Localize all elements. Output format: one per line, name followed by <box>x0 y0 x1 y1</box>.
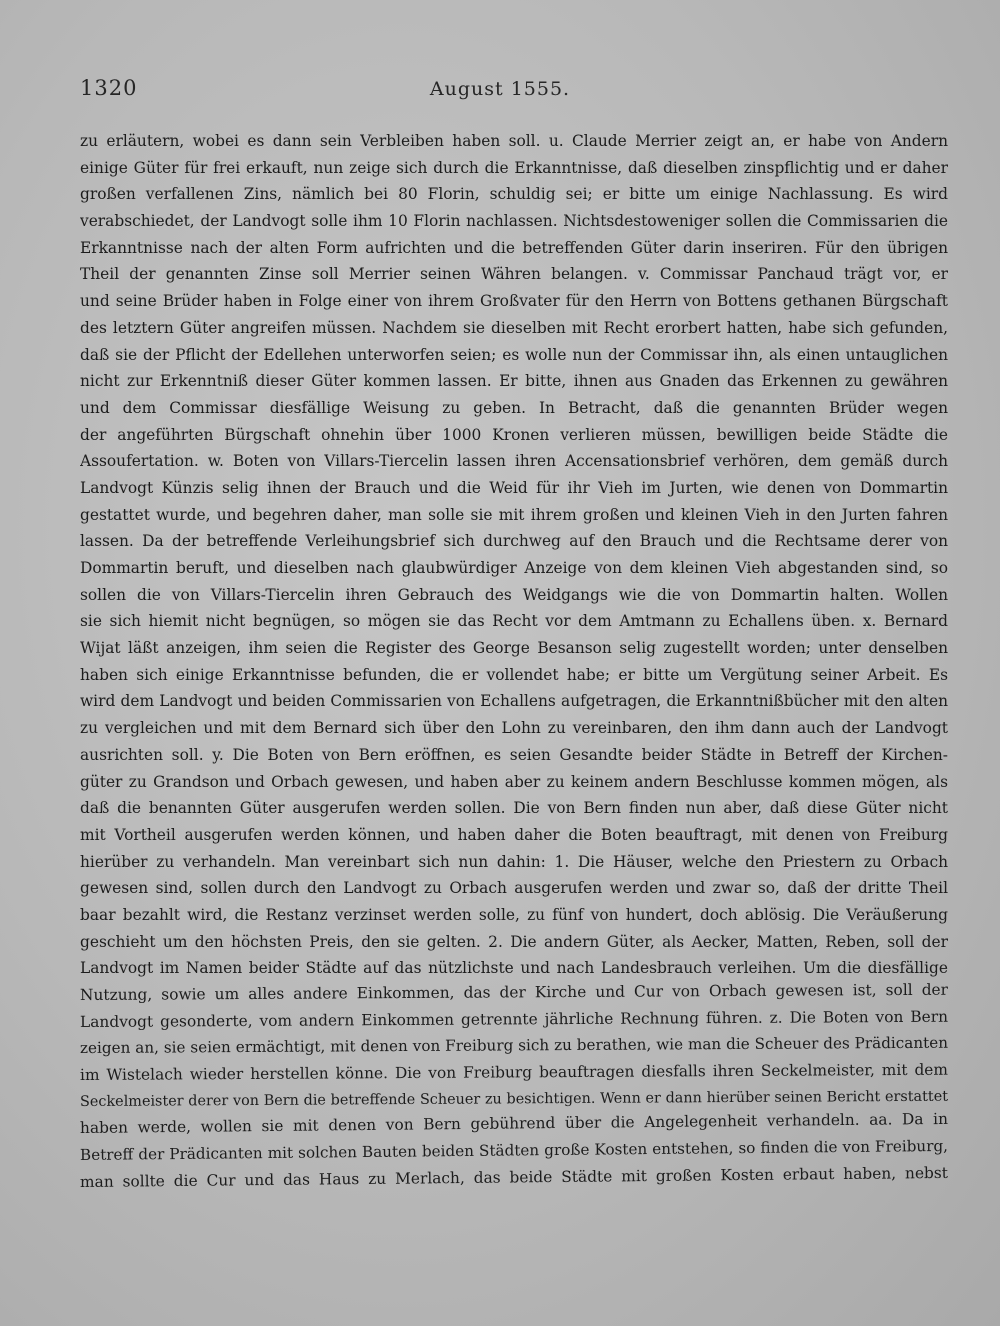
text-line: gewesen sind, sollen durch den Landvogt zu Orbach ausgerufen werden und zwar so, daß der dritte Theil <box>80 879 948 898</box>
text-line: Dommartin beruft, und dieselben nach glaubwürdiger Anzeige von dem kleinen Vieh abgestanden sind, so <box>80 559 948 577</box>
text-line: Erkanntnisse nach der alten Form aufrichten und die betreffenden Güter darin inseriren. Für den übrigen <box>80 238 948 257</box>
text-line: verabschiedet, der Landvogt solle ihm 10 Florin nachlassen. Nichtsdestoweniger sollen die Commissarien die <box>80 212 948 231</box>
text-line: daß sie der Pflicht der Edellehen unterworfen seien; es wolle nun der Commissar ihn, als einen untauglichen <box>80 345 948 364</box>
running-head: August 1555. <box>429 78 571 100</box>
text-line: mit Vortheil ausgerufen werden können, und haben daher die Boten beauftragt, mit denen von Freiburg <box>80 825 948 844</box>
text-line: daß die benannten Güter ausgerufen werden sollen. Die von Bern finden nun aber, daß diese Güter nicht <box>80 799 948 818</box>
text-line: zeigen an, sie seien ermächtigt, mit denen von Freiburg sich zu berathen, wie man die Scheuer des Prädicanten <box>79 1034 949 1058</box>
text-line: haben werde, wollen sie mit denen von Bern gebührend über die Angelegenheit verhandeln. aa. Da in <box>79 1110 949 1138</box>
text-line: im Wistelach wieder herstellen könne. Die von Freiburg beauftragen diesfalls ihren Seckelmeister, mit dem <box>79 1060 949 1085</box>
text-line: Landvogt Künzis selig ihnen der Brauch und die Weid für ihr Vieh im Jurten, wie denen von Dommartin <box>80 478 948 497</box>
text-line: der angeführten Bürgschaft ohnehin über 1000 Kronen verlieren müssen, bewilligen beide Städte die <box>80 425 948 444</box>
text-line: nicht zur Erkenntniß dieser Güter kommen lassen. Er bitte, ihnen aus Gnaden das Erkennen zu gewähren <box>80 372 948 391</box>
text-line: einige Güter für frei erkauft, nun zeige sich durch die Erkanntnisse, daß dieselben zinspflichtig und er daher <box>80 158 948 177</box>
text-line: güter zu Grandson und Orbach gewesen, und haben aber zu keinem andern Beschlusse kommen mögen, als <box>80 772 948 791</box>
text-line: sollen die von Villars-Tiercelin ihren Gebrauch des Weidgangs wie die von Dommartin halten. Wollen <box>80 585 948 604</box>
text-line: zu vergleichen und mit dem Bernard sich über den Lohn zu vereinbaren, den ihm dann auch der Landvogt <box>80 719 948 738</box>
text-line: man sollte die Cur und das Haus zu Merlach, das beide Städte mit großen Kosten erbaut haben, nebst <box>79 1163 949 1191</box>
text-line: und dem Commissar diesfällige Weisung zu geben. In Betracht, daß die genannten Brüder wegen <box>80 398 948 417</box>
text-line: Theil der genannten Zinse soll Merrier seinen Währen belangen. v. Commissar Panchaud trägt vor, er <box>80 265 948 284</box>
text-line: Assoufertation. w. Boten von Villars-Tiercelin lassen ihren Accensationsbrief verhören, dem gemäß durch <box>80 452 948 471</box>
text-line: großen verfallenen Zins, nämlich bei 80 Florin, schuldig sei; er bitte um einige Nachlassung. Es wird <box>80 185 948 204</box>
text-line: hierüber zu verhandeln. Man vereinbart sich nun dahin: 1. Die Häuser, welche den Priestern zu Orbach <box>80 852 948 871</box>
text-line: lassen. Da der betreffende Verleihungsbrief sich durchweg auf den Brauch und die Rechtsame derer von <box>80 532 948 551</box>
text-line: Landvogt gesonderte, vom andern Einkommen getrennte jährliche Rechnung führen. z. Die Boten von Bern <box>79 1007 949 1031</box>
text-line: Seckelmeister derer von Bern die betreffende Scheuer zu besichtigen. Wenn er dann hierüber seinen Bericht erstattet <box>79 1088 949 1110</box>
text-line: geschieht um den höchsten Preis, den sie gelten. 2. Die andern Güter, als Aecker, Matten, Reben, soll der <box>80 932 948 951</box>
text-line: ausrichten soll. y. Die Boten von Bern eröffnen, es seien Gesandte beider Städte in Betreff der Kirchen- <box>80 745 948 764</box>
text-line: sie sich hiemit nicht begnügen, so mögen sie das Recht vor dem Amtmann zu Echallens üben. x. Bernard <box>80 612 948 631</box>
text-line: Wijat läßt anzeigen, ihm seien die Register des George Besanson selig zugestellt worden; unter denselben <box>80 639 948 658</box>
page-number: 1320 <box>80 76 138 100</box>
text-line: des letztern Güter angreifen müssen. Nachdem sie dieselben mit Recht erorbert hatten, habe sich gefunden, <box>80 318 948 337</box>
text-line: Nutzung, sowie um alles andere Einkommen, das der Kirche und Cur von Orbach gewesen ist, soll der <box>79 980 949 1004</box>
text-line: Betreff der Prädicanten mit solchen Bauten beiden Städten große Kosten entstehen, so finden die von Freiburg, <box>79 1137 949 1165</box>
body-text <box>80 128 948 1196</box>
text-line: wird dem Landvogt und beiden Commissarien von Echallens aufgetragen, die Erkanntnißbücher mit den alten <box>80 692 948 711</box>
text-line: Landvogt im Namen beider Städte auf das nützlichste und nach Landesbrauch verleihen. Um die diesfällige <box>80 959 948 978</box>
text-line: baar bezahlt wird, die Restanz verzinset werden solle, zu fünf von hundert, doch ablösig. Die Veräußerung <box>80 905 948 924</box>
text-line: und seine Brüder haben in Folge einer von ihrem Großvater für den Herrn von Bottens gethanen Bürgschaft <box>80 292 948 311</box>
text-line: zu erläutern, wobei es dann sein Verbleiben haben soll. u. Claude Merrier zeigt an, er habe von Andern <box>80 132 948 150</box>
text-line: haben sich einige Erkanntnisse befunden, die er vollendet habe; er bitte um Vergütung seiner Arbeit. Es <box>80 665 948 684</box>
text-line: gestattet wurde, und begehren daher, man solle sie mit ihrem großen und kleinen Vieh in den Jurten fahren <box>80 505 948 524</box>
